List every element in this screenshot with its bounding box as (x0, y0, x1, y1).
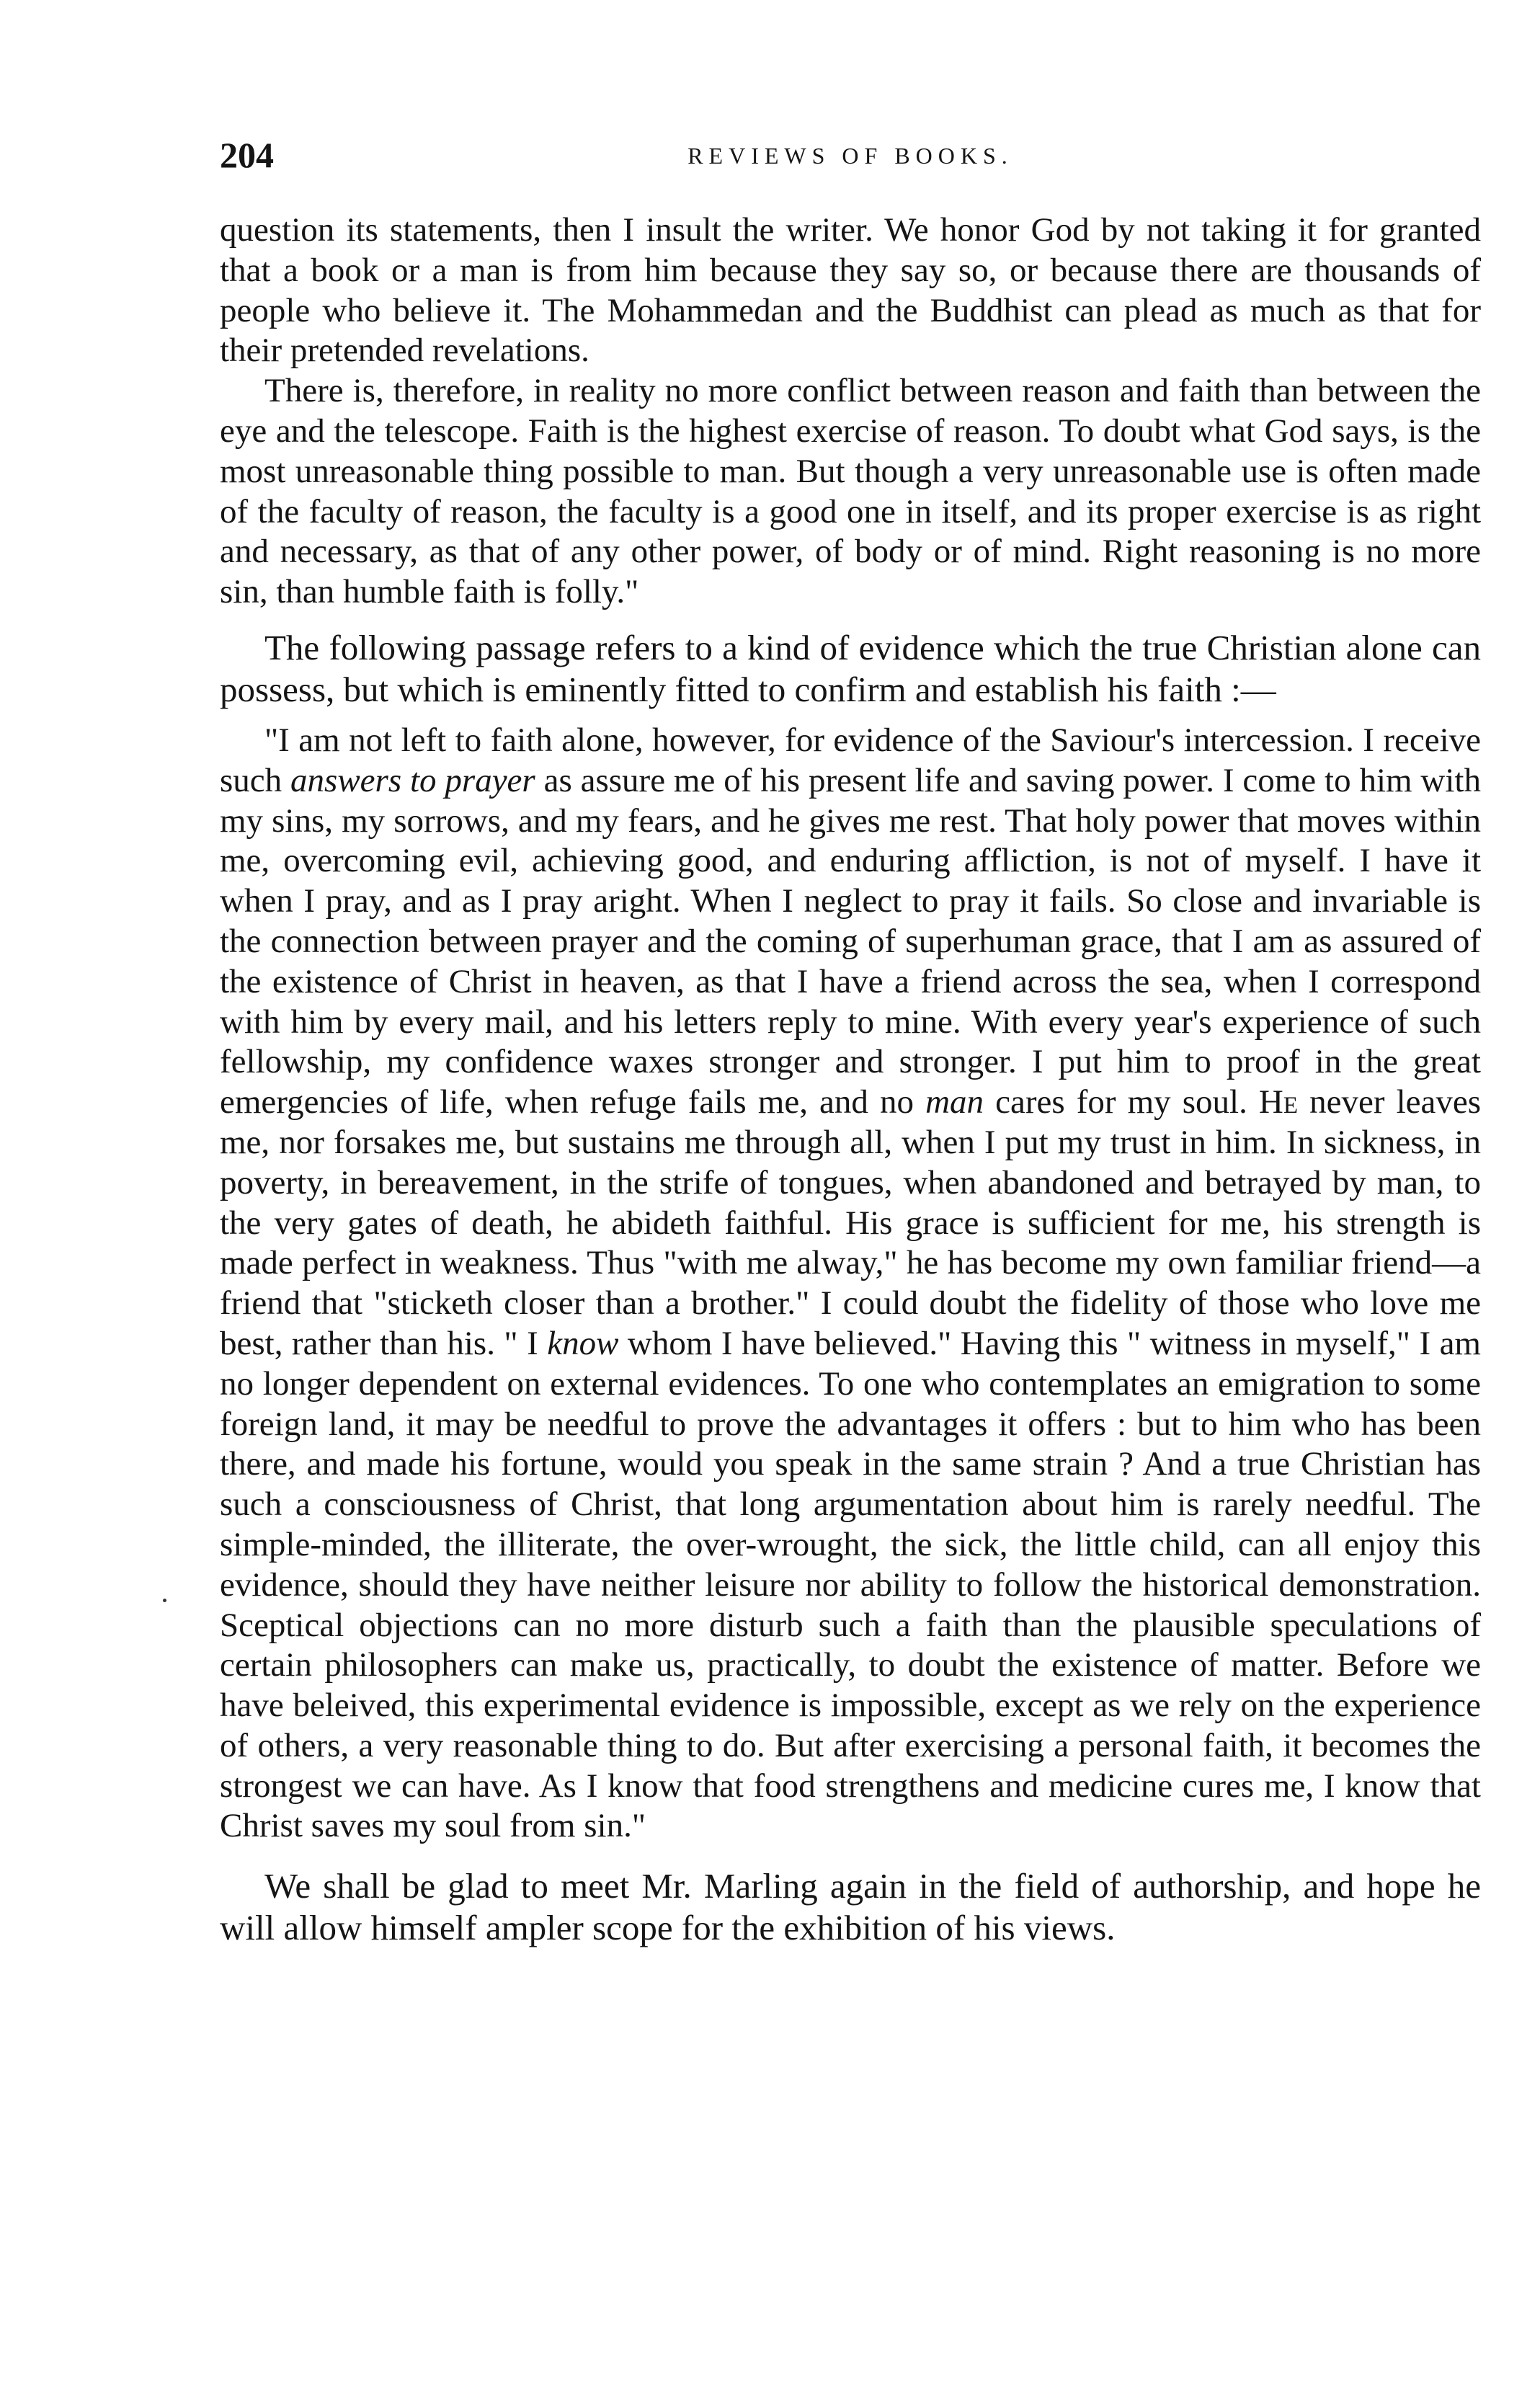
quote-text-part: "I am not left to faith alone, however, for evidence of the Saviour's intercession. I receive such (220, 721, 1481, 799)
smallcaps-word: He (1258, 1083, 1299, 1121)
ink-speck (163, 1599, 166, 1602)
quote-text-part: never leaves me, nor forsakes me, but sustains me through all, when I put my trust in him. In sickness, in poverty, in bereavement, in the strife of tongues, when abandoned and betrayed by man, to the very gates of death, he abideth faithful. His grace is sufficient for me, his strength is made perfect in weakness. Thus "with me alway," he has become my own familiar friend—a friend that "sticketh closer than a brother." I could doubt the fidelity of those who love me best, rather than his. " I (220, 1083, 1481, 1362)
paragraph-introduction-to-quote: The following passage refers to a kind of evidence which the true Christian alone can possess, but which is eminently fitted to confirm and establish his faith :— (220, 627, 1481, 709)
italic-word: man (925, 1083, 984, 1121)
quote-text-part: cares for my soul. (984, 1083, 1259, 1121)
paragraph-reason-and-faith: There is, therefore, in reality no more conflict between reason and faith than between the eye and the telescope. Faith is the highest exercise of reason. To doubt what God says, is the most unreasonable thing possible to man. But though a very unreasonable use is often made of the faculty of reason, the faculty is a good one in itself, and its proper exercise is as right and necessary, as that of any other power, of body or of mind. Right reasoning is no more sin, than humble faith is folly." (220, 372, 1481, 611)
page-header (220, 133, 1481, 184)
quote-text-part: as assure me of his present life and saving power. I come to him with my sins, my sorrows, and my fears, and he gives me rest. That holy power that moves within me, overcoming evil, achieving good, and enduring affliction, is not of myself. I have it when I pray, and as I pray aright. When I neglect to pray it fails. So close and invariable is the connection between prayer and the coming of superhuman grace, that I am as assured of the existence of Christ in heaven, as that I have a friend across the sea, when I correspond with him by every mail, and his letters reply to mine. With every year's experience of such fellowship, my confidence waxes stronger and stronger. I put him to proof in the great emergencies of life, when refuge fails me, and no (220, 761, 1481, 1121)
italic-word: know (547, 1324, 619, 1362)
body-text (220, 210, 1481, 1949)
paragraph-continuation: question its statements, then I insult the writer. We honor God by not taking it for granted that a book or a man is from him because they say so, or because there are thousands of people who believe it. The Mohammedan and the Buddhist can plead as much as that for their pretended revelations. (220, 211, 1481, 370)
paragraph-closing: We shall be glad to meet Mr. Marling again in the field of authorship, and hope he will allow himself ampler scope for the exhibition of his views. (220, 1866, 1481, 1948)
italic-phrase: answers to prayer (290, 761, 535, 799)
paragraph-quotation (220, 721, 1481, 1847)
running-head: REVIEWS OF BOOKS. (687, 143, 1013, 169)
page-number: 204 (220, 135, 274, 175)
quote-text-part: whom I have believed." Having this " witness in myself," I am no longer dependent on external evidences. To one who contemplates an emigration to some foreign land, it may be needful to prove the advantages it offers : but to him who has been there, and made his fortune, would you speak in the same strain ? And a true Christian has such a consciousness of Christ, that long argumentation about him is rarely needful. The simple-minded, the illiterate, the over-wrought, the sick, the little child, can all enjoy this evidence, should they have neither leisure nor ability to follow the historical demonstration. Sceptical objections can no more disturb such a faith than the plausible speculations of certain philosophers can make us, practically, to doubt the existence of matter. Before we have beleived, this experimental evidence is impossible, except as we rely on the experience of others, a very reasonable thing to do. But after exercising a personal faith, it becomes the strongest we can have. As I know that food strengthens and medicine cures me, I know that Christ saves my soul from sin." (220, 1324, 1481, 1845)
